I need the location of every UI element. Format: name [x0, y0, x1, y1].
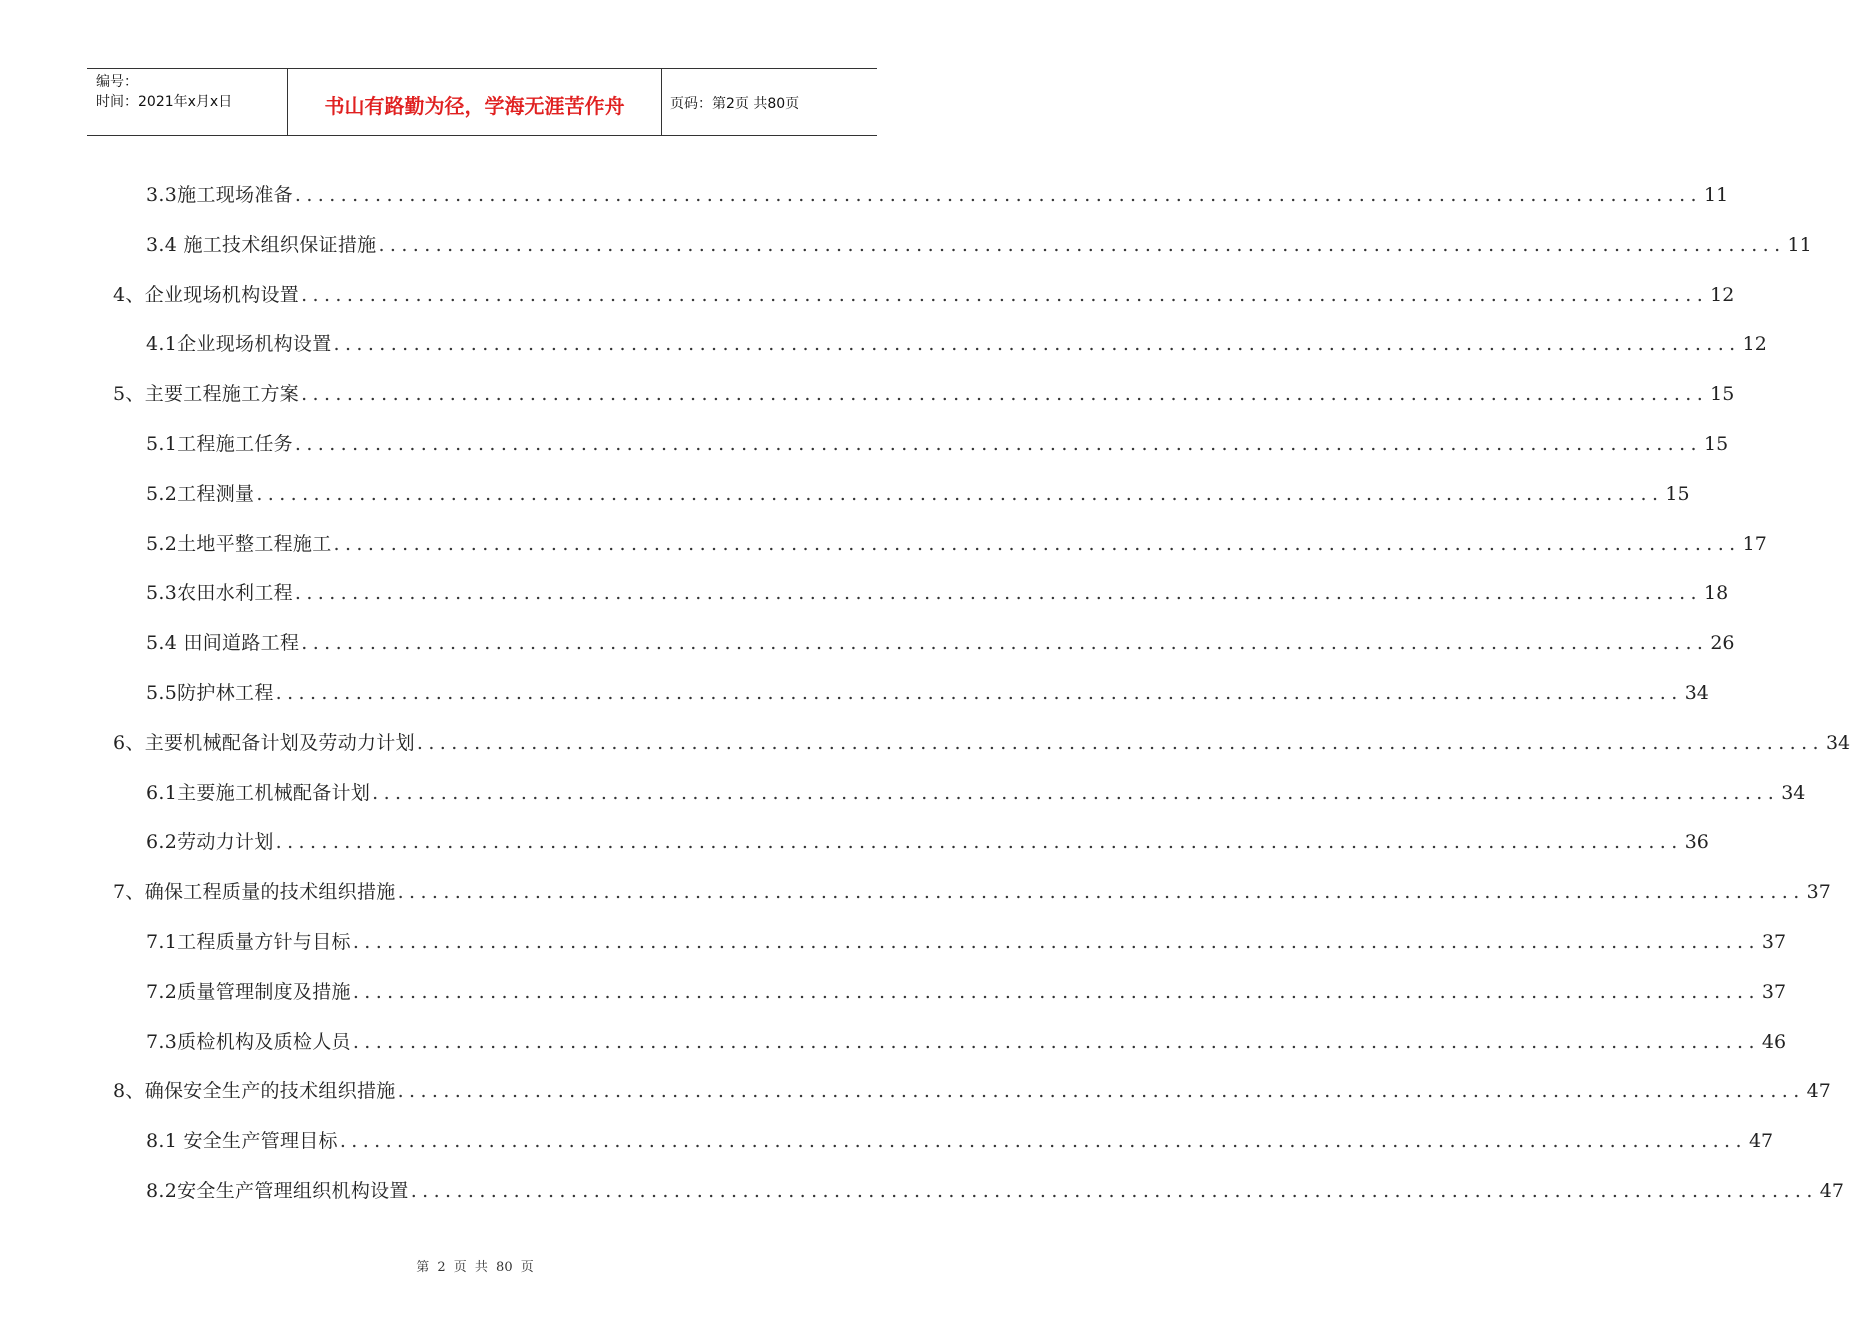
toc-entry-leader: ........................................................................................................................... — [372, 782, 1780, 804]
toc-entry — [113, 380, 1735, 408]
toc-entry — [146, 231, 1812, 259]
toc-entry-leader: ........................................................................................................................... — [301, 383, 1709, 405]
toc-entry-page-number: 47 — [1806, 1080, 1831, 1102]
toc-entry-leader: ........................................................................................................................... — [352, 931, 1760, 953]
toc-entry — [146, 779, 1806, 807]
header-meta — [87, 69, 288, 135]
toc-entry-page-number: 37 — [1761, 981, 1787, 1003]
toc-entry — [113, 729, 1850, 757]
toc-entry-title: 8.2安全生产管理组织机构设置 — [146, 1180, 409, 1202]
toc-entry-title: 3.4 施工技术组织保证措施 — [146, 234, 377, 256]
toc-entry-title: 8、确保安全生产的技术组织措施 — [113, 1080, 396, 1102]
page-footer: 第 2 页 共 80 页 — [416, 1260, 534, 1275]
toc-entry — [113, 281, 1735, 309]
toc-entry-leader: ........................................................................................................................... — [294, 582, 1702, 604]
toc-entry-page-number: 11 — [1787, 234, 1812, 256]
toc-entry-title: 7.1工程质量方针与目标 — [146, 931, 351, 953]
toc-entry-title: 6、主要机械配备计划及劳动力计划 — [113, 732, 415, 754]
toc-entry-title: 4、企业现场机构设置 — [113, 284, 300, 306]
toc-entry-page-number: 34 — [1781, 782, 1806, 804]
toc-entry-leader: ........................................................................................................................... — [339, 1130, 1747, 1152]
toc-entry-leader: ........................................................................................................................... — [294, 184, 1702, 206]
toc-entry — [146, 181, 1729, 209]
document-time-label: 时间：2021年x月x日 — [96, 94, 233, 110]
toc-entry-leader: ........................................................................................................................... — [333, 333, 1741, 355]
toc-entry — [146, 1177, 1844, 1205]
toc-entry-title: 7、确保工程质量的技术组织措施 — [113, 881, 396, 903]
toc-entry — [113, 1077, 1831, 1105]
toc-entry-leader: ........................................................................................................................... — [397, 1080, 1805, 1102]
toc-entry-title: 6.1主要施工机械配备计划 — [146, 782, 371, 804]
page-header — [87, 68, 877, 136]
toc-entry-page-number: 46 — [1761, 1031, 1787, 1053]
toc-entry-title: 5.5防护林工程 — [146, 682, 274, 704]
header-motto-cell — [288, 69, 662, 135]
header-page-info-cell — [662, 69, 876, 135]
toc-entry — [146, 1127, 1774, 1155]
toc-entry — [146, 579, 1729, 607]
toc-entry-page-number: 18 — [1704, 582, 1729, 604]
toc-entry-title: 5.3农田水利工程 — [146, 582, 293, 604]
toc-entry-title: 5.4 田间道路工程 — [146, 632, 300, 654]
toc-entry-leader: ........................................................................................................................... — [410, 1180, 1818, 1202]
document-number-label: 编号： — [96, 74, 138, 90]
toc-entry-leader: ........................................................................................................................... — [294, 433, 1702, 455]
toc-entry-page-number: 12 — [1710, 284, 1735, 306]
toc-entry-page-number: 15 — [1704, 433, 1729, 455]
header-motto: 书山有路勤为径，学海无涯苦作舟 — [324, 93, 625, 118]
toc-entry-leader: ........................................................................................................................... — [333, 533, 1741, 555]
toc-entry-leader: ........................................................................................................................... — [352, 981, 1760, 1003]
toc-entry-page-number: 34 — [1684, 682, 1709, 704]
toc-entry — [146, 928, 1787, 956]
toc-entry-page-number: 47 — [1748, 1130, 1774, 1152]
toc-entry — [146, 430, 1729, 458]
toc-entry — [146, 629, 1735, 657]
toc-entry — [146, 330, 1767, 358]
toc-entry-title: 4.1企业现场机构设置 — [146, 333, 332, 355]
toc-entry-leader: ........................................................................................................................... — [416, 732, 1824, 754]
toc-entry-leader: ........................................................................................................................... — [256, 483, 1664, 505]
header-page-info: 页码：第2页 共80页 — [670, 96, 800, 112]
toc-entry-title: 5.2工程测量 — [146, 483, 255, 505]
toc-entry-leader: ........................................................................................................................... — [352, 1031, 1760, 1053]
toc-entry-page-number: 34 — [1825, 732, 1850, 754]
toc-entry-leader: ........................................................................................................................... — [275, 682, 1683, 704]
toc-entry-leader: ........................................................................................................................... — [397, 881, 1805, 903]
toc-entry-leader: ........................................................................................................................... — [378, 234, 1786, 256]
toc-entry-page-number: 37 — [1806, 881, 1831, 903]
toc-entry-leader: ........................................................................................................................... — [275, 831, 1683, 853]
toc-entry — [113, 878, 1831, 906]
toc-entry-title: 7.2质量管理制度及措施 — [146, 981, 351, 1003]
toc-entry — [146, 978, 1787, 1006]
toc-entry-page-number: 37 — [1761, 931, 1787, 953]
toc-entry-page-number: 15 — [1710, 383, 1735, 405]
toc-entry — [146, 480, 1690, 508]
toc-entry — [146, 530, 1767, 558]
toc-entry-page-number: 47 — [1819, 1180, 1844, 1202]
toc-entry-page-number: 15 — [1665, 483, 1690, 505]
toc-entry-leader: ........................................................................................................................... — [301, 632, 1709, 654]
toc-entry — [146, 1028, 1787, 1056]
toc-entry-page-number: 12 — [1742, 333, 1767, 355]
toc-entry-title: 6.2劳动力计划 — [146, 831, 274, 853]
toc-entry-page-number: 11 — [1704, 184, 1729, 206]
toc-entry — [146, 679, 1709, 707]
toc-entry-title: 7.3质检机构及质检人员 — [146, 1031, 351, 1053]
toc-entry-title: 5.1工程施工任务 — [146, 433, 293, 455]
toc-entry-title: 3.3施工现场准备 — [146, 184, 293, 206]
toc-entry-page-number: 17 — [1742, 533, 1767, 555]
toc-entry-page-number: 26 — [1710, 632, 1735, 654]
toc-entry-title: 5、主要工程施工方案 — [113, 383, 300, 405]
toc-entry-title: 8.1 安全生产管理目标 — [146, 1130, 338, 1152]
toc-entry-page-number: 36 — [1684, 831, 1709, 853]
toc-entry-title: 5.2土地平整工程施工 — [146, 533, 332, 555]
toc-entry-leader: ........................................................................................................................... — [301, 284, 1709, 306]
toc-entry — [146, 828, 1709, 856]
